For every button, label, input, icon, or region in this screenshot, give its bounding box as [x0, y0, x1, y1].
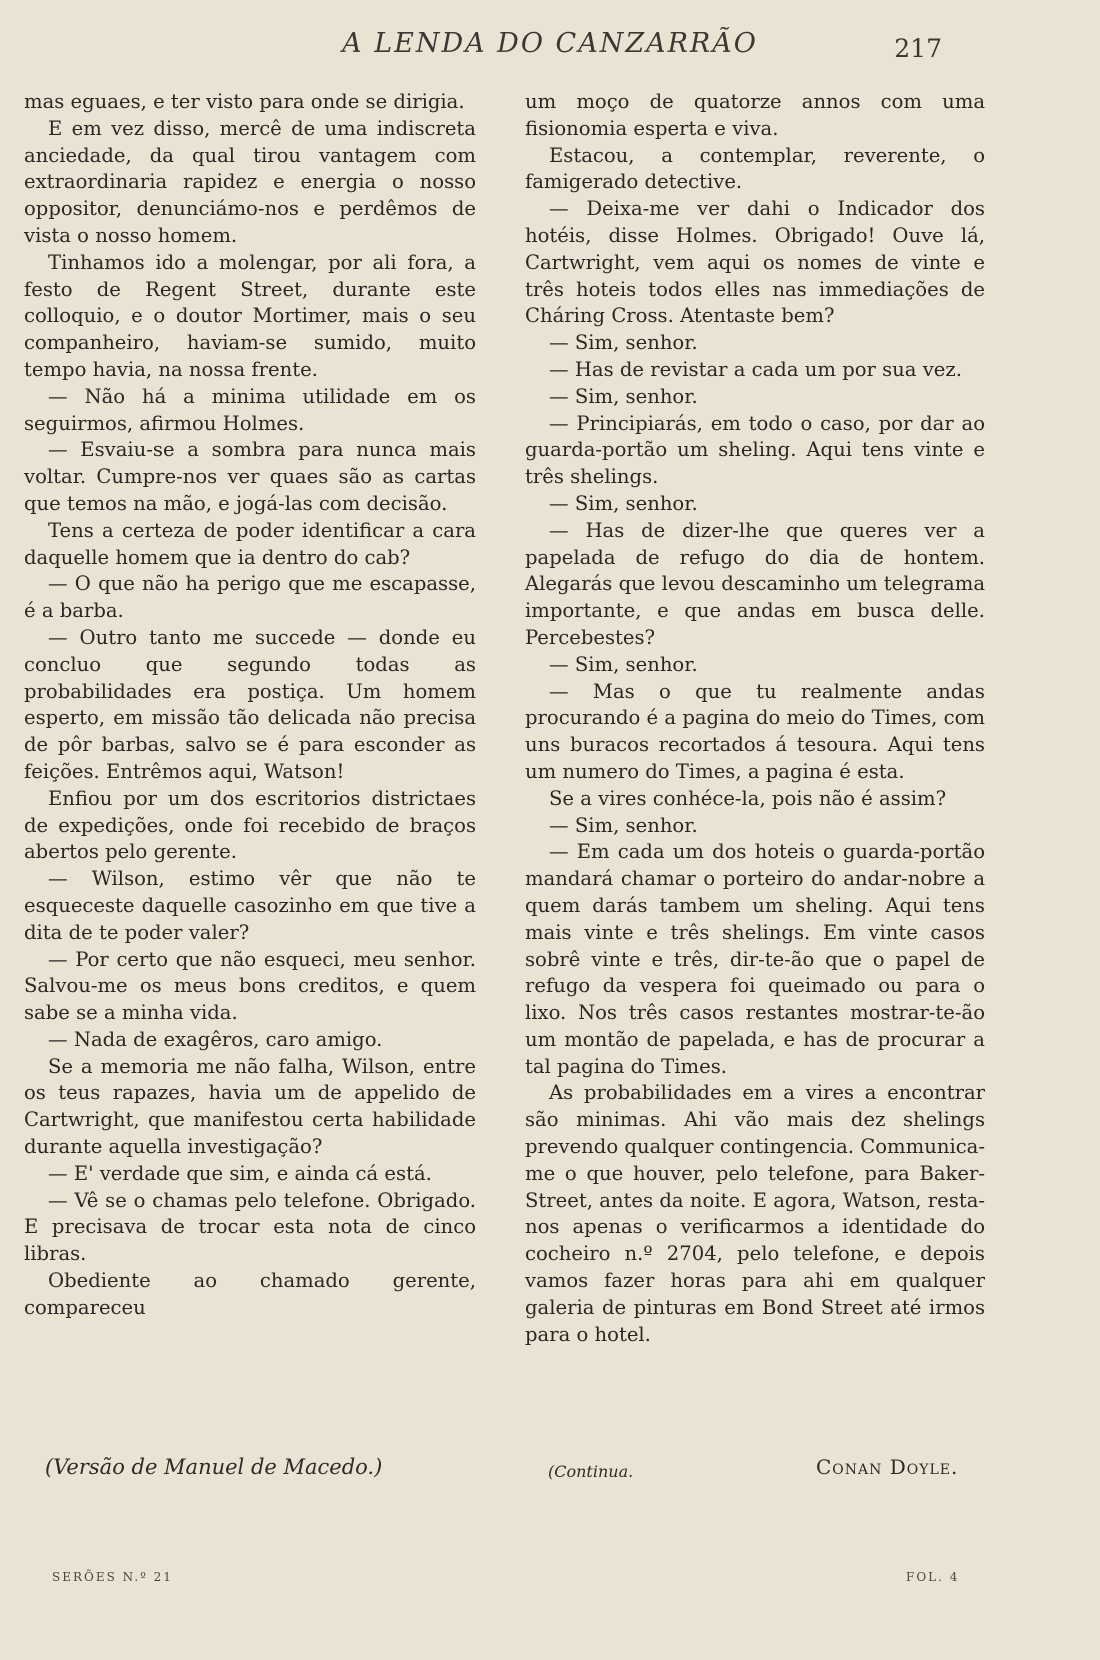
paragraph: E em vez disso, mercê de uma indiscreta anciedade, da qual tirou vantagem com extraordinaria rapidez e energia o nosso oppositor, denunciámo-nos e perdêmos de vista o nosso homem. [24, 116, 476, 247]
paragraph: — Wilson, estimo vêr que não te esqueceste daquelle casozinho em que tive a dita de te poder valer? [24, 867, 476, 944]
author-name: Conan Doyle. [816, 1455, 959, 1479]
paragraph: Tens a certeza de poder identificar a cara daquelle homem que ia dentro do cab? [24, 518, 476, 569]
paragraph: — Sim, senhor. [549, 331, 698, 355]
left-column [24, 89, 476, 1322]
paragraph: — Sim, senhor. [549, 491, 698, 515]
continued-note: (Continua. [548, 1462, 634, 1481]
footer-folio: FOL. 4 [906, 1570, 960, 1584]
paragraph: — E' verdade que sim, e ainda cá está. [48, 1161, 432, 1185]
paragraph: — Outro tanto me succede — donde eu concluo que segundo todas as probabilidades era postiça. Um homem esperto, em missão tão delicada não precisa de pôr barbas, salvo se é para esconder as feições. Entrêmos aqui, Watson! [24, 625, 476, 783]
paragraph: Tinhamos ido a molengar, por ali fora, a festo de Regent Street, durante este colloquio, e o doutor Mortimer, mais o seu companheiro, haviam-se sumido, muito tempo havia, na nossa frente. [24, 250, 476, 381]
paragraph: — Não há a minima utilidade em os seguirmos, afirmou Holmes. [24, 384, 476, 435]
paragraph: — Has de revistar a cada um por sua vez. [549, 357, 962, 381]
paragraph: — Por certo que não esqueci, meu senhor. Salvou-me os meus bons creditos, e quem sabe se a minha vida. [24, 947, 476, 1025]
paragraph: As probabilidades em a vires a encontrar são minimas. Ahi vão mais dez shelings prevendo qualquer contingencia. Communica-me o que houver, pelo telefone, para Baker-Street, antes da noite. E agora, Watson, resta-nos apenas o verificarmos a identidade do cocheiro n.º 2704, pelo telefone, e depois vamos fazer horas para ahi em qualquer galeria de pinturas em Bond Street até irmos para o hotel. [525, 1081, 985, 1346]
paragraph: — Esvaiu-se a sombra para nunca mais voltar. Cumpre-nos ver quaes são as cartas que temos na mão, e jogá-las com decisão. [24, 438, 476, 515]
paragraph: — Principiarás, em todo o caso, por dar ao guarda-portão um sheling. Aqui tens vinte e três shelings. [525, 411, 985, 489]
running-title: A LENDA DO CANZARRÃO [342, 28, 758, 59]
paragraph: Estacou, a contemplar, reverente, o famigerado detective. [525, 143, 985, 194]
paragraph: — Mas o que tu realmente andas procurando é a pagina do meio do Times, com uns buracos recortados á tesoura. Aqui tens um numero do Times, a pagina é esta. [525, 679, 985, 783]
paragraph: Se a vires conhéce-la, pois não é assim? [549, 786, 947, 810]
paragraph: — Vê se o chamas pelo telefone. Obrigado. E precisava de trocar esta nota de cinco libras. [24, 1188, 476, 1266]
paragraph: mas eguaes, e ter visto para onde se dirigia. [24, 90, 465, 113]
paragraph: — Sim, senhor. [549, 813, 698, 837]
translator-credit: (Versão de Manuel de Macedo.) [45, 1455, 383, 1479]
paragraph: — Has de dizer-lhe que queres ver a papelada de refugo do dia de hontem. Alegarás que levou descaminho um telegrama importante, e que andas em busca delle. Percebestes? [525, 518, 985, 649]
footer-issue: SERÕES N.º 21 [52, 1570, 173, 1584]
paragraph: — Nada de exagêros, caro amigo. [48, 1027, 383, 1051]
right-column [525, 89, 985, 1348]
page-number: 217 [894, 34, 942, 63]
paragraph: um moço de quatorze annos com uma fisionomia esperta e viva. [525, 90, 985, 140]
paragraph: — Sim, senhor. [549, 384, 698, 408]
paragraph: — O que não ha perigo que me escapasse, é a barba. [24, 572, 476, 623]
paragraph: — Deixa-me ver dahi o Indicador dos hotéis, disse Holmes. Obrigado! Ouve lá, Cartwright, vem aqui os nomes de vinte e três hoteis todos elles nas immediações de Cháring Cross. Atentaste bem? [525, 197, 985, 328]
paragraph: — Sim, senhor. [549, 652, 698, 676]
paragraph: Obediente ao chamado gerente, compareceu [24, 1269, 476, 1319]
paragraph: Se a memoria me não falha, Wilson, entre os teus rapazes, havia um de appelido de Cartwright, que manifestou certa habilidade durante aquella investigação? [24, 1054, 476, 1159]
paragraph: Enfiou por um dos escritorios districtaes de expedições, onde foi recebido de braços abertos pelo gerente. [24, 786, 476, 864]
paragraph: — Em cada um dos hoteis o guarda-portão mandará chamar o porteiro do andar-nobre a quem darás tambem um sheling. Aqui tens mais vinte e três shelings. Em vinte casos sobrê vinte e três, dir-te-ão que o papel de refugo da vespera foi queimado ou para o lixo. Nos três casos restantes mostrar-te-ão um montão de papelada, e has de procurar a tal pagina do Times. [525, 840, 985, 1078]
